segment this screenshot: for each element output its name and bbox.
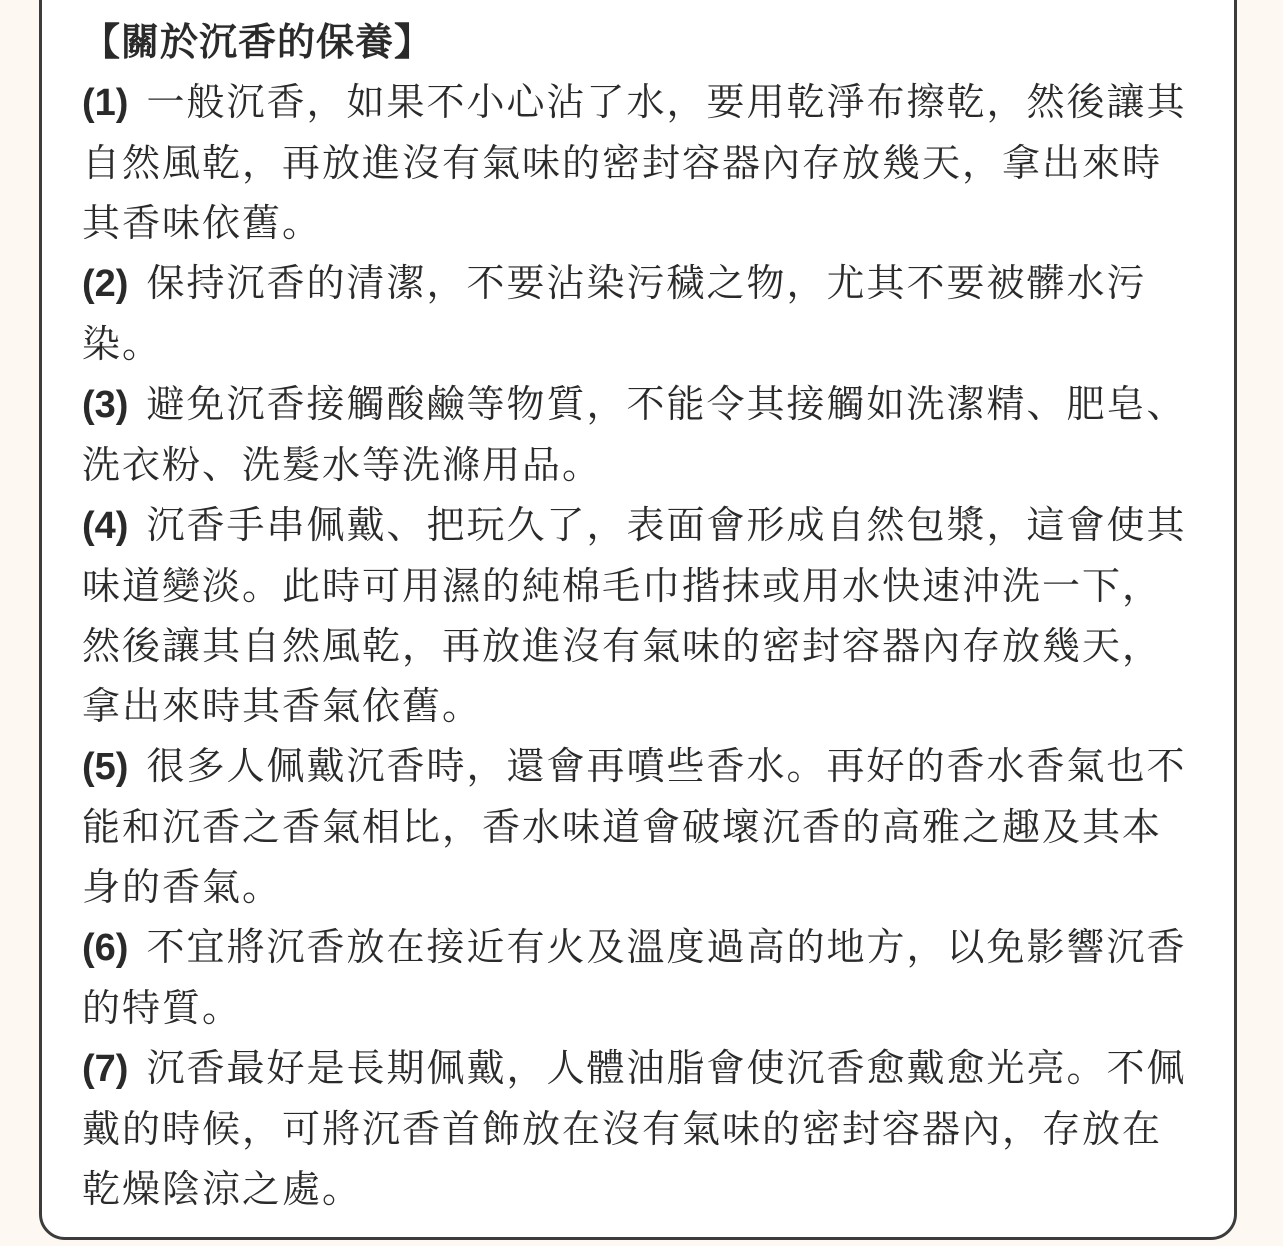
item-number: (5) [82, 746, 129, 788]
item-text: 沉香手串佩戴、把玩久了，表面會形成自然包漿，這會使其味道變淡。此時可用濕的純棉毛巾揩抹或用水快速沖洗一下，然後讓其自然風乾，再放進沒有氣味的密封容器內存放幾天，拿出來時其香氣依舊。 [82, 503, 1187, 728]
item-number: (6) [82, 927, 129, 969]
item-number: (7) [82, 1048, 129, 1090]
item-text: 很多人佩戴沉香時，還會再噴些香水。再好的香水香氣也不能和沉香之香氣相比，香水味道會破壞沉香的高雅之趣及其本身的香氣。 [82, 744, 1187, 909]
item-text: 保持沉香的清潔，不要沾染污穢之物，尤其不要被髒水污染。 [82, 261, 1147, 366]
item-number: (4) [82, 505, 129, 547]
item-number: (1) [82, 82, 129, 124]
item-text: 不宜將沉香放在接近有火及溫度過高的地方，以免影響沉香的特質。 [82, 925, 1187, 1030]
item-text: 一般沉香，如果不小心沾了水，要用乾淨布擦乾，然後讓其自然風乾，再放進沒有氣味的密封容器內存放幾天，拿出來時其香味依舊。 [82, 80, 1187, 245]
list-item [82, 374, 1192, 495]
section-heading: 【關於沉香的保養】 [82, 20, 434, 64]
list-item [82, 495, 1192, 736]
list-item [82, 736, 1192, 917]
list-item [82, 1038, 1192, 1219]
list-item [82, 917, 1192, 1038]
list-item [82, 72, 1192, 253]
item-number: (2) [82, 263, 129, 305]
care-instructions [82, 12, 1192, 1219]
item-text: 沉香最好是長期佩戴，人體油脂會使沉香愈戴愈光亮。不佩戴的時候，可將沉香首飾放在沒有氣味的密封容器內，存放在乾燥陰涼之處。 [82, 1046, 1187, 1211]
item-number: (3) [82, 384, 129, 426]
list-item [82, 253, 1192, 374]
item-text: 避免沉香接觸酸鹼等物質，不能令其接觸如洗潔精、肥皂、洗衣粉、洗髮水等洗滌用品。 [82, 382, 1187, 487]
